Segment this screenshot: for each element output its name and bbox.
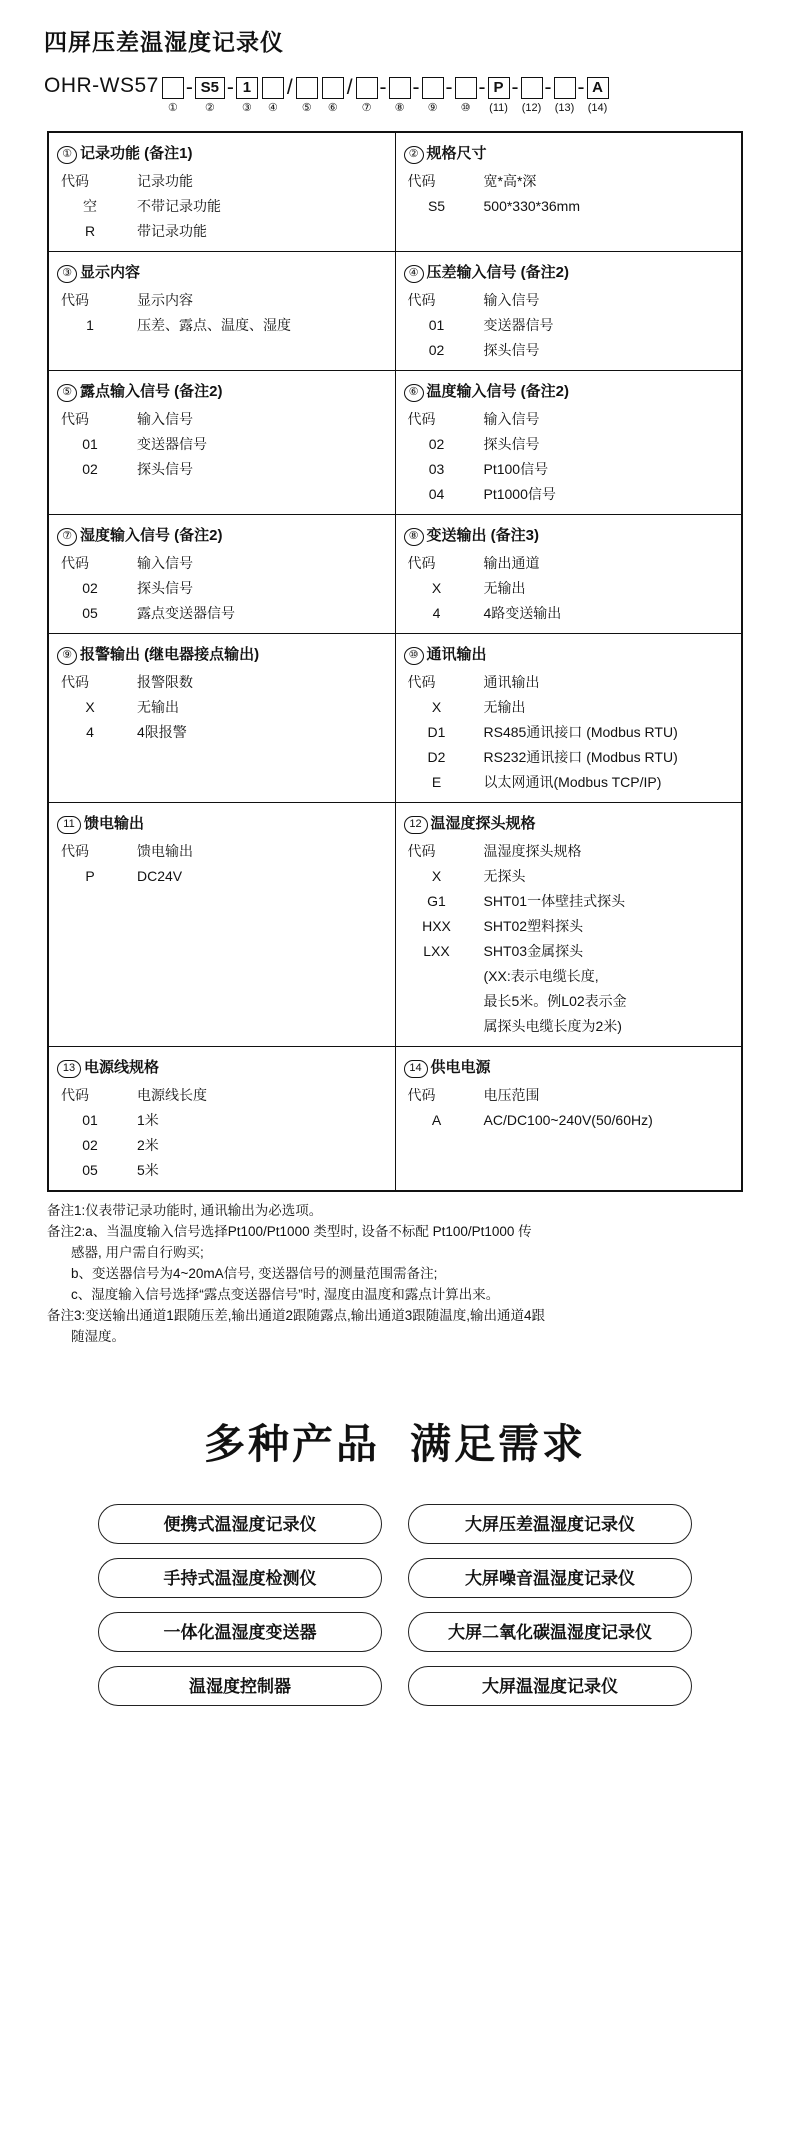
spec-block-rows [396, 288, 742, 363]
option-code: 05 [82, 1162, 98, 1178]
product-pill-left-1[interactable]: 便携式温湿度记录仪 [98, 1504, 382, 1544]
option-code: 01 [428, 317, 445, 333]
model-separator: - [577, 76, 585, 99]
option-code: A [431, 1112, 442, 1128]
spec-head-row [396, 1083, 742, 1108]
model-slot-9[interactable] [422, 77, 444, 99]
option-description: 属探头电缆长度为2米) [483, 1018, 622, 1034]
block-number-badge: 14 [404, 1060, 428, 1078]
option-description: 4路变送输出 [483, 605, 562, 621]
option-code: X [431, 699, 442, 715]
block-number-badge: ⑨ [57, 647, 77, 665]
spec-block-rows [49, 670, 395, 745]
model-separator: - [478, 76, 486, 99]
table-row [48, 634, 742, 803]
block-number-badge: ② [404, 146, 424, 164]
spec-block-rows [49, 407, 395, 482]
option-description: 无输出 [483, 699, 526, 715]
option-description: 无探头 [483, 868, 526, 884]
promo-column-right [408, 1504, 692, 1706]
table-row [48, 371, 742, 515]
column-header-desc: 输入信号 [483, 292, 540, 308]
spec-block [395, 371, 742, 515]
column-header-code: 代码 [61, 555, 89, 571]
option-code: 02 [428, 342, 445, 358]
column-header-desc: 电压范围 [483, 1087, 540, 1103]
option-code [396, 1014, 476, 1039]
spec-option-row [49, 695, 395, 720]
model-slot-index-6: ⑥ [327, 102, 338, 114]
option-description: SHT01一体壁挂式探头 [483, 893, 626, 909]
option-code: HXX [422, 918, 451, 934]
column-header-desc: 记录功能 [137, 173, 193, 189]
spec-option-row [396, 601, 742, 626]
model-slot-8[interactable] [389, 77, 411, 99]
spec-option-row [396, 338, 742, 363]
model-slot-index-13: (13) [554, 102, 575, 114]
spec-block [48, 515, 395, 634]
spec-head-row [396, 839, 742, 864]
promo-title-left: 多种产品 [204, 1421, 380, 1467]
model-slot-index-9: ⑨ [427, 102, 438, 114]
spec-option-row [49, 864, 395, 889]
spec-block-rows [396, 169, 742, 219]
option-code: R [84, 223, 96, 239]
model-separator: - [185, 76, 193, 99]
column-header-desc: 输出通道 [483, 555, 540, 571]
spec-block [395, 515, 742, 634]
option-code: D2 [427, 749, 446, 765]
option-description: 压差、露点、温度、湿度 [137, 317, 291, 333]
promo-column-left [98, 1504, 382, 1706]
option-description: 变送器信号 [137, 436, 207, 452]
table-row [48, 252, 742, 371]
column-header-desc: 输入信号 [137, 411, 193, 427]
promo-grid [30, 1504, 760, 1706]
option-code: 03 [428, 461, 445, 477]
spec-option-row [396, 720, 742, 745]
option-description: 探头信号 [483, 342, 540, 358]
spec-block-title [49, 378, 395, 407]
remark-line-5: c、湿度输入信号选择“露点变送器信号”时, 湿度由温度和露点计算出来。 [71, 1287, 500, 1302]
spec-option-row [396, 482, 742, 507]
spec-option-row [49, 219, 395, 244]
spec-head-row [396, 670, 742, 695]
model-slot-index-14: (14) [587, 102, 608, 114]
block-title-text: 通讯输出 [426, 646, 487, 663]
spec-block-rows [396, 670, 742, 795]
block-number-badge: ③ [57, 265, 77, 283]
model-separator: - [511, 76, 519, 99]
model-slot-12[interactable] [521, 77, 543, 99]
model-slot-indices [44, 101, 760, 117]
remark-line-2: 备注2:a、当温度输入信号选择Pt100/Pt1000 类型时, 设备不标配 Pt100/Pt1000 传 [47, 1224, 532, 1239]
option-code: 空 [83, 198, 97, 214]
spec-option-row [396, 964, 742, 989]
block-number-badge: 12 [404, 816, 428, 834]
spec-block-rows [396, 1083, 742, 1133]
block-number-badge: ⑦ [57, 528, 77, 546]
model-slot-5[interactable] [296, 77, 318, 99]
remark-line-7: 随湿度。 [71, 1329, 125, 1344]
option-code: 01 [82, 436, 98, 452]
block-number-badge: ④ [404, 265, 424, 283]
option-description: (XX:表示电缆长度, [483, 968, 599, 984]
model-separator: / [286, 76, 293, 99]
option-description: SHT03金属探头 [483, 943, 584, 959]
spec-option-row [396, 432, 742, 457]
spec-block [48, 132, 395, 252]
model-slot-10[interactable] [455, 77, 477, 99]
column-header-desc: 报警限数 [137, 674, 193, 690]
option-description: 露点变送器信号 [137, 605, 235, 621]
product-pill-right-4[interactable]: 大屏温湿度记录仪 [408, 1666, 692, 1706]
spec-block-title [396, 259, 742, 288]
option-description: 500*330*36mm [483, 198, 581, 214]
spec-block-rows [49, 1083, 395, 1183]
spec-head-row [396, 407, 742, 432]
remark-line-3: 感器, 用户需自行购买; [71, 1245, 204, 1260]
spec-head-row [396, 288, 742, 313]
option-code: P [85, 868, 95, 884]
table-row [48, 132, 742, 252]
table-row [48, 515, 742, 634]
column-header-desc: 馈电输出 [137, 843, 193, 859]
spec-option-row [396, 313, 742, 338]
option-description: 以太网通讯(Modbus TCP/IP) [483, 774, 662, 790]
column-header-code: 代码 [407, 843, 436, 859]
column-header-desc: 输入信号 [137, 555, 193, 571]
spec-option-row [49, 194, 395, 219]
spec-block [48, 252, 395, 371]
column-header-code: 代码 [407, 555, 436, 571]
option-code: 1 [86, 317, 94, 333]
spec-head-row [49, 288, 395, 313]
model-slot-3[interactable]: 1 [236, 77, 258, 99]
model-slot-index-10: ⑩ [460, 102, 471, 114]
block-number-badge: 11 [57, 816, 81, 834]
option-description: 不带记录功能 [137, 198, 221, 214]
model-separator: - [226, 76, 234, 99]
option-code: S5 [427, 198, 446, 214]
option-code: G1 [427, 893, 446, 909]
remarks-section [47, 1200, 743, 1347]
model-slot-index-2: ② [204, 102, 215, 114]
model-slot-13[interactable] [554, 77, 576, 99]
model-code-line [44, 67, 760, 99]
model-slot-14[interactable]: A [587, 77, 609, 99]
model-slot-11[interactable]: P [488, 77, 510, 99]
option-code: X [85, 699, 95, 715]
option-description: 变送器信号 [483, 317, 554, 333]
model-slot-index-7: ⑦ [361, 102, 372, 114]
model-slot-1[interactable] [162, 77, 184, 99]
model-separator: - [412, 76, 420, 99]
model-separator: / [346, 76, 353, 99]
remark-line-6: 备注3:变送输出通道1跟随压差,输出通道2跟随露点,输出通道3跟随温度,输出通道4跟 [47, 1308, 546, 1323]
column-header-desc: 温湿度探头规格 [483, 843, 582, 859]
block-number-badge: ⑤ [57, 384, 77, 402]
spec-block-rows [396, 839, 742, 1039]
specification-table [47, 131, 743, 1192]
spec-option-row [49, 1108, 395, 1133]
product-pill-right-3[interactable]: 大屏二氧化碳温湿度记录仪 [408, 1612, 692, 1652]
spec-option-row [49, 576, 395, 601]
option-code [396, 964, 476, 989]
option-code: 04 [428, 486, 445, 502]
column-header-code: 代码 [61, 292, 89, 308]
spec-option-row [49, 432, 395, 457]
model-slot-4[interactable] [262, 77, 284, 99]
model-separator: - [445, 76, 453, 99]
option-description: DC24V [137, 868, 183, 884]
spec-block-title [49, 522, 395, 551]
spec-option-row [396, 1014, 742, 1039]
model-slot-index-12: (12) [521, 102, 542, 114]
spec-option-row [396, 194, 742, 219]
spec-option-row [396, 1108, 742, 1133]
model-slot-index-8: ⑧ [394, 102, 405, 114]
spec-option-row [49, 1133, 395, 1158]
column-header-desc: 输入信号 [483, 411, 540, 427]
spec-block-rows [49, 169, 395, 244]
option-description: 2米 [137, 1137, 159, 1153]
spec-head-row [396, 551, 742, 576]
model-prefix: OHR-WS57 [44, 74, 159, 97]
spec-option-row [396, 770, 742, 795]
spec-block [395, 634, 742, 803]
option-code: 4 [432, 605, 441, 621]
spec-option-row [396, 576, 742, 601]
column-header-desc: 宽*高*深 [483, 173, 537, 189]
spec-block-title [49, 641, 395, 670]
option-code: 01 [82, 1112, 98, 1128]
option-code: D1 [427, 724, 446, 740]
column-header-code: 代码 [407, 411, 436, 427]
spec-option-row [49, 1158, 395, 1183]
option-description: AC/DC100~240V(50/60Hz) [483, 1112, 653, 1128]
column-header-code: 代码 [407, 1087, 436, 1103]
column-header-code: 代码 [407, 173, 436, 189]
block-title-text: 报警输出 (继电器接点输出) [80, 646, 260, 663]
column-header-desc: 显示内容 [137, 292, 193, 308]
spec-option-row [396, 889, 742, 914]
spec-block [395, 132, 742, 252]
spec-block-rows [396, 407, 742, 507]
spec-option-row [49, 313, 395, 338]
product-pill-left-4[interactable]: 温湿度控制器 [98, 1666, 382, 1706]
option-code: X [431, 868, 442, 884]
block-title-text: 电源线规格 [84, 1059, 160, 1076]
spec-block [48, 803, 395, 1047]
column-header-desc: 通讯输出 [483, 674, 540, 690]
option-description: 5米 [137, 1162, 159, 1178]
product-pill-left-3[interactable]: 一体化温湿度变送器 [98, 1612, 382, 1652]
spec-block-title [396, 810, 742, 839]
spec-block-title [49, 140, 395, 169]
column-header-code: 代码 [61, 674, 89, 690]
option-code: E [431, 774, 442, 790]
column-header-desc: 电源线长度 [137, 1087, 207, 1103]
promo-title [30, 1411, 760, 1470]
block-number-badge: ⑥ [404, 384, 424, 402]
product-pill-right-1[interactable]: 大屏压差温湿度记录仪 [408, 1504, 692, 1544]
block-title-text: 记录功能 (备注1) [80, 145, 193, 162]
option-description: RS232通讯接口 (Modbus RTU) [483, 749, 678, 765]
spec-block-title [396, 140, 742, 169]
product-pill-left-2[interactable]: 手持式温湿度检测仪 [98, 1558, 382, 1598]
spec-block-title [396, 522, 742, 551]
column-header-code: 代码 [407, 674, 436, 690]
promo-title-right: 满足需求 [410, 1421, 586, 1467]
block-title-text: 变送输出 (备注3) [426, 527, 540, 544]
remark-line-1: 备注1:仪表带记录功能时, 通讯输出为必选项。 [47, 1203, 323, 1218]
block-number-badge: 13 [57, 1060, 81, 1078]
spec-block [395, 803, 742, 1047]
block-title-text: 湿度输入信号 (备注2) [80, 527, 223, 544]
option-code: 4 [86, 724, 94, 740]
spec-block-rows [396, 551, 742, 626]
table-row [48, 1047, 742, 1192]
column-header-code: 代码 [61, 1087, 89, 1103]
spec-head-row [49, 169, 395, 194]
model-slot-7[interactable] [356, 77, 378, 99]
spec-option-row [49, 457, 395, 482]
spec-option-row [396, 457, 742, 482]
spec-block-title [396, 1054, 742, 1083]
spec-head-row [49, 407, 395, 432]
option-code: 02 [82, 461, 98, 477]
spec-head-row [396, 169, 742, 194]
spec-option-row [49, 601, 395, 626]
option-code: 02 [82, 1137, 98, 1153]
spec-option-row [396, 914, 742, 939]
spec-option-row [396, 989, 742, 1014]
spec-head-row [49, 839, 395, 864]
option-code: 05 [82, 605, 98, 621]
column-header-code: 代码 [61, 843, 89, 859]
spec-block-rows [49, 551, 395, 626]
block-title-text: 馈电输出 [84, 815, 145, 832]
block-title-text: 温度输入信号 (备注2) [426, 383, 570, 400]
model-separator: - [379, 76, 387, 99]
block-title-text: 显示内容 [80, 264, 141, 281]
spec-block-rows [49, 288, 395, 338]
spec-block [395, 252, 742, 371]
spec-block-title [396, 378, 742, 407]
table-row [48, 803, 742, 1047]
option-description: 无输出 [137, 699, 179, 715]
option-description: 探头信号 [483, 436, 540, 452]
spec-option-row [396, 745, 742, 770]
block-title-text: 温湿度探头规格 [430, 815, 536, 832]
model-slot-index-3: ③ [241, 102, 252, 114]
option-description: 探头信号 [137, 580, 193, 596]
option-description: Pt1000信号 [483, 486, 556, 502]
product-pill-right-2[interactable]: 大屏噪音温湿度记录仪 [408, 1558, 692, 1598]
column-header-code: 代码 [61, 173, 89, 189]
promo-section [30, 1411, 760, 1706]
block-number-badge: ⑧ [404, 528, 424, 546]
spec-block [48, 371, 395, 515]
column-header-code: 代码 [407, 292, 436, 308]
model-slot-index-11: (11) [489, 102, 508, 114]
option-description: SHT02塑料探头 [483, 918, 584, 934]
option-code: 02 [82, 580, 98, 596]
spec-option-row [49, 720, 395, 745]
option-description: 无输出 [483, 580, 526, 596]
spec-block-rows [49, 839, 395, 889]
spec-head-row [49, 551, 395, 576]
spec-option-row [396, 939, 742, 964]
option-description: RS485通讯接口 (Modbus RTU) [483, 724, 678, 740]
option-description: Pt100信号 [483, 461, 549, 477]
block-number-badge: ① [57, 146, 77, 164]
spec-block-title [49, 259, 395, 288]
spec-head-row [49, 1083, 395, 1108]
page-title: 四屏压差温湿度记录仪 [44, 29, 284, 55]
model-slots [161, 77, 610, 99]
spec-block [48, 634, 395, 803]
model-slot-index-5: ⑤ [301, 102, 312, 114]
spec-option-row [396, 864, 742, 889]
option-description: 1米 [137, 1112, 159, 1128]
spec-head-row [49, 670, 395, 695]
spec-block-title [49, 1054, 395, 1083]
option-code [396, 989, 476, 1014]
spec-block-title [49, 810, 395, 839]
option-description: 最长5米。例L02表示金 [483, 993, 627, 1009]
spec-block-title [396, 641, 742, 670]
remark-line-4: b、变送器信号为4~20mA信号, 变送器信号的测量范围需备注; [71, 1266, 438, 1281]
column-header-code: 代码 [61, 411, 89, 427]
model-slot-2[interactable]: S5 [195, 77, 225, 99]
block-title-text: 规格尺寸 [426, 145, 487, 162]
option-code: X [431, 580, 442, 596]
option-code: LXX [423, 943, 450, 959]
block-title-text: 压差输入信号 (备注2) [426, 264, 570, 281]
model-slot-index-1: ① [167, 102, 178, 114]
spec-block [395, 1047, 742, 1192]
block-title-text: 供电电源 [430, 1059, 491, 1076]
block-number-badge: ⑩ [404, 647, 424, 665]
block-title-text: 露点输入信号 (备注2) [80, 383, 223, 400]
spec-block [48, 1047, 395, 1192]
option-description: 探头信号 [137, 461, 193, 477]
option-description: 带记录功能 [137, 223, 207, 239]
model-slot-index-4: ④ [267, 102, 278, 114]
model-slot-6[interactable] [322, 77, 344, 99]
option-code: 02 [428, 436, 445, 452]
option-description: 4限报警 [137, 724, 187, 740]
spec-option-row [396, 695, 742, 720]
model-separator: - [544, 76, 552, 99]
